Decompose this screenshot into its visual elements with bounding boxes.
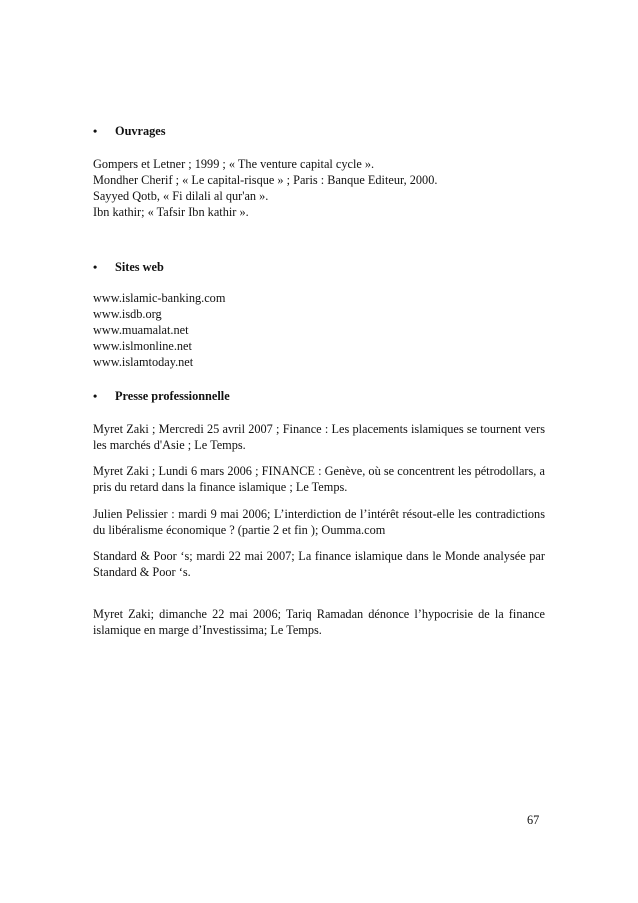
section-heading-presse bbox=[93, 389, 230, 404]
press-reference: Myret Zaki ; Lundi 6 mars 2006 ; FINANCE : Genève, où se concentrent les pétrodollars, a pris du retard dans la finance islamique ; Le Temps. bbox=[93, 464, 545, 494]
section-title: Ouvrages bbox=[115, 124, 166, 138]
bullet-icon: • bbox=[93, 389, 98, 403]
reference-line: Mondher Cherif ; « Le capital-risque » ; Paris : Banque Editeur, 2000. bbox=[93, 173, 438, 187]
section-title: Sites web bbox=[115, 260, 164, 274]
section-heading-sites-web bbox=[93, 260, 164, 275]
reference-line: Gompers et Letner ; 1999 ; « The venture capital cycle ». bbox=[93, 157, 375, 171]
website-link[interactable]: www.islamtoday.net bbox=[93, 355, 194, 369]
website-link[interactable]: www.muamalat.net bbox=[93, 323, 189, 337]
press-reference: Myret Zaki ; Mercredi 25 avril 2007 ; Finance : Les placements islamiques se tournent vers les marchés d'Asie ; Le Temps. bbox=[93, 422, 545, 452]
reference-line: Sayyed Qotb, « Fi dilali al qur'an ». bbox=[93, 189, 269, 203]
press-reference: Standard & Poor ‘s; mardi 22 mai 2007; La finance islamique dans le Monde analysée par Standard & Poor ‘s. bbox=[93, 549, 545, 579]
bullet-icon: • bbox=[93, 260, 98, 274]
reference-line: Ibn kathir; « Tafsir Ibn kathir ». bbox=[93, 205, 249, 219]
website-link[interactable]: www.isdb.org bbox=[93, 307, 162, 321]
press-reference: Myret Zaki; dimanche 22 mai 2006; Tariq Ramadan dénonce l’hypocrisie de la finance islamique en marge d’Investissima; Le Temps. bbox=[93, 607, 545, 637]
section-title: Presse professionnelle bbox=[115, 389, 230, 403]
bullet-icon: • bbox=[93, 124, 98, 138]
page-number: 67 bbox=[527, 813, 540, 827]
website-link[interactable]: www.islmonline.net bbox=[93, 339, 192, 353]
website-link[interactable]: www.islamic-banking.com bbox=[93, 291, 226, 305]
section-heading-ouvrages bbox=[93, 124, 166, 139]
press-reference: Julien Pelissier : mardi 9 mai 2006; L’interdiction de l’intérêt résout-elle les contradictions du libéralisme économique ? (partie 2 et fin ); Oumma.com bbox=[93, 507, 545, 537]
